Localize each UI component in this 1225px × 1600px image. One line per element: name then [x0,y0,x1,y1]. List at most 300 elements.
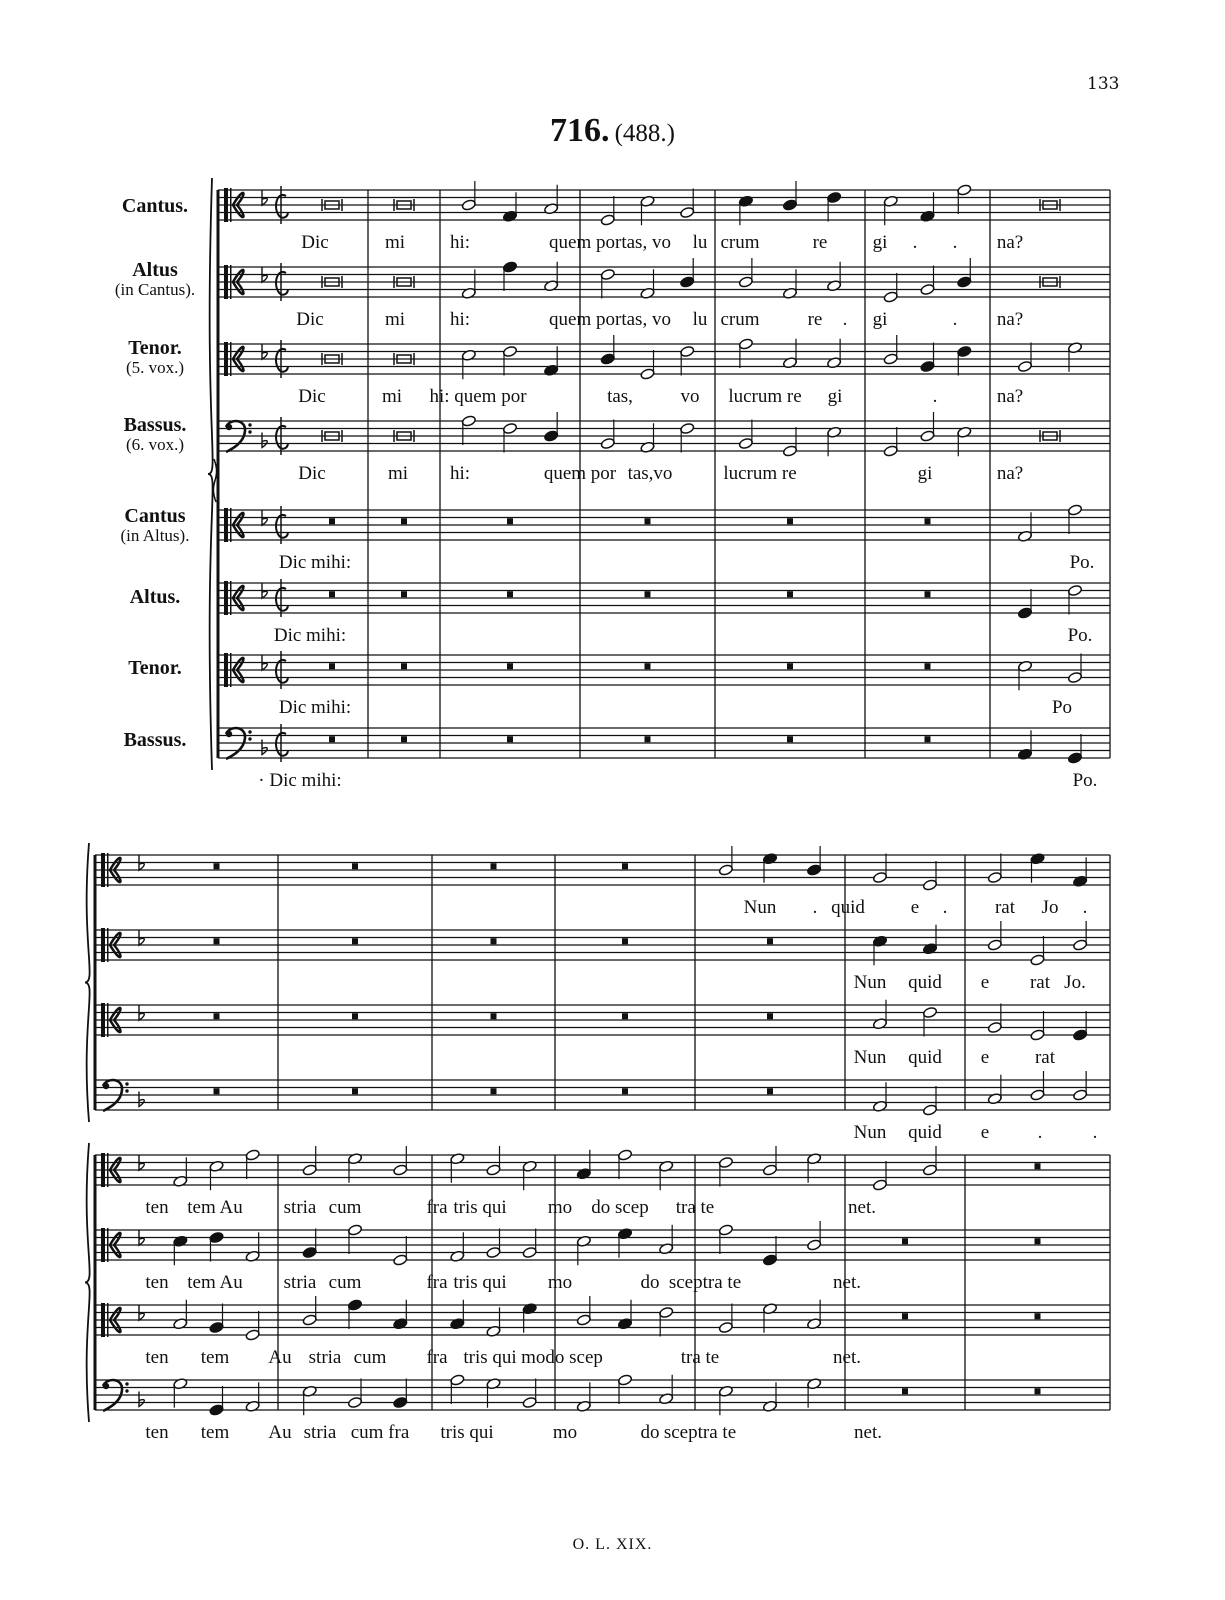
lyric-syllable: lucrum re [728,386,802,407]
notehead [1030,954,1045,966]
notehead [957,276,972,288]
rest-mark [1035,1313,1041,1319]
flat-sign-icon [262,740,267,755]
notehead [883,291,898,303]
c-clef-bar [101,1153,105,1187]
note-mark [957,184,972,214]
lyric-syllable: mi [384,309,406,330]
note-mark [522,1303,537,1333]
lyric-syllable: fra [426,1197,448,1218]
cut-time-icon [276,426,288,449]
notehead [987,1021,1002,1033]
note-mark [173,1378,188,1408]
rest-mark [622,1088,628,1094]
notehead [617,1149,632,1161]
note-mark [522,1379,537,1409]
lyric-syllable: quid [908,1122,942,1143]
c-clef-bar [224,653,228,687]
notehead [920,283,935,295]
lyric-syllable: re [807,309,823,330]
system-brace-icon [85,1143,90,1422]
lyric-syllable: net. [848,1197,876,1218]
note-mark [762,1236,777,1266]
f-clef-dot [125,1389,128,1392]
note-mark [883,273,898,303]
notehead [502,422,517,434]
lyric-syllable: do [640,1422,660,1443]
note-mark [680,345,695,375]
note-mark [576,1235,591,1265]
note-mark [347,1153,362,1183]
lyric-syllable: net. [854,1422,882,1443]
lyric-syllable: net. [833,1347,861,1368]
lyric-syllable: mi [387,463,409,484]
lyric-syllable: hi: quem por [429,386,527,407]
lyric-syllable: e [980,972,990,993]
lyric-syllable: tem Au [187,1197,243,1218]
staff [218,258,1110,330]
note-mark [807,1153,822,1183]
rest-mark [645,663,651,669]
f-clef-head [103,1383,109,1389]
notehead [393,1396,408,1408]
notehead [347,1299,362,1311]
lyric-syllable: Jo [1041,897,1059,918]
lyric-syllable: cum [328,1272,362,1293]
note-mark [1067,734,1082,764]
note-mark [544,185,559,215]
notehead [1067,671,1082,683]
lyric-syllable: . [942,897,948,918]
system-brace-icon [85,843,90,1122]
notehead [922,1104,937,1116]
rest-mark [491,863,497,869]
note-mark [502,261,517,291]
f-clef-dot [248,730,251,733]
notehead [1030,1029,1045,1041]
note-mark [209,1160,224,1190]
note-mark [922,1146,937,1176]
cut-time-icon [276,349,288,372]
cut-time-icon [276,195,288,218]
lyric-syllable: gi [872,232,888,253]
notehead [544,430,559,442]
lyric-syllable: crum [720,232,760,253]
f-clef-dot [125,1089,128,1092]
note-mark [245,1382,260,1412]
f-clef-head [103,1083,109,1089]
rest-mark [352,938,358,944]
rest-mark [491,938,497,944]
lyric-syllable: fra [426,1272,448,1293]
note-mark [302,1385,317,1415]
rest-mark [491,1088,497,1094]
note-mark [522,1160,537,1190]
lyric-syllable: stria [303,1422,337,1443]
lyric-syllable: e [980,1122,990,1143]
note-mark [807,1221,822,1251]
note-mark [1030,936,1045,966]
cut-time-icon [276,588,288,611]
c-clef-bar [107,853,109,887]
note-mark [762,1382,777,1412]
f-clef-dot [248,430,251,433]
notehead [922,1006,937,1018]
staff [218,579,1110,646]
lyric-syllable: fra [426,1347,448,1368]
rest-mark [329,663,335,669]
rest-mark [214,938,220,944]
note-mark [718,1304,733,1334]
notehead [762,1164,777,1176]
rest-mark [401,518,407,524]
lyric-syllable: sceptra te [668,1272,742,1293]
staff [218,651,1110,718]
note-mark [173,1157,188,1187]
note-mark [1017,730,1032,760]
piece-number: 716. [550,112,610,149]
rest-mark [401,591,407,597]
lyric-syllable: Nun [853,1047,887,1068]
note-mark [1030,1011,1045,1041]
c-clef-bar [101,1003,105,1037]
note-mark [600,420,615,450]
lyric-syllable: Dic [298,463,326,484]
lyric-syllable: . [842,309,848,330]
lyric-syllable: ten [145,1197,169,1218]
lyric-syllable: tra te [675,1197,715,1218]
lyric-syllable: quid [908,1047,942,1068]
notehead [302,1314,317,1326]
rest-mark [491,1013,497,1019]
note-mark [1030,853,1045,883]
notehead [718,1321,733,1333]
staff [95,1296,1110,1368]
lyric-syllable: na? [996,232,1024,253]
lyric-syllable: modo scep [521,1347,603,1368]
notehead [738,338,753,350]
staff [95,1071,1110,1143]
rest-mark [787,591,793,597]
notehead [209,1321,224,1333]
voice-label-bassus-1: Bassus. (6. vox.) [123,414,187,454]
rest-mark [329,736,335,742]
notehead [782,445,797,457]
rest-mark [925,591,931,597]
note-mark [987,854,1002,884]
note-mark [1067,654,1082,684]
lyric-syllable: tris qui [453,1272,507,1293]
staff [218,335,1110,407]
note-mark [245,1149,260,1179]
lyric-syllable: Dic [296,309,324,330]
voice-label-bassus-2: Bassus. [123,729,187,751]
note-mark [659,1225,674,1255]
lyric-syllable: rat [994,897,1016,918]
note-mark [640,423,655,453]
notehead [522,1246,537,1258]
notehead [659,1306,674,1318]
note-mark [738,338,753,368]
note-mark [762,1303,777,1333]
score-system-2 [85,843,1110,1143]
c-clef-bar [224,342,228,376]
lyric-syllable: Dic mihi: [278,697,352,718]
notehead [1067,584,1082,596]
note-mark [827,339,842,369]
note-mark [807,1300,822,1330]
note-mark [576,1296,591,1326]
note-mark [393,1300,408,1330]
staff [95,846,1110,918]
note-mark [883,195,898,225]
notehead [461,415,476,427]
note-mark [718,846,733,876]
note-mark [502,192,517,222]
note-mark [659,1306,674,1336]
note-mark [1067,584,1082,614]
lyric-syllable: · Dic mihi: [258,770,342,791]
note-mark [1073,1071,1088,1101]
note-mark [883,335,898,365]
note-mark [872,935,887,965]
lyric-syllable: mo [547,1197,573,1218]
note-mark [957,345,972,375]
note-mark [883,427,898,457]
note-mark [640,350,655,380]
note-mark [738,420,753,450]
note-mark [209,1304,224,1334]
lyric-syllable: mo [547,1272,573,1293]
lyric-syllable: mo [552,1422,578,1443]
rest-mark [767,1013,773,1019]
c-clef-bar [230,581,232,615]
lyric-syllable: hi: [449,309,471,330]
notehead [1073,1089,1088,1101]
lyric-syllable: . [952,232,958,253]
note-mark [920,266,935,296]
note-mark [680,258,695,288]
note-mark [1073,857,1088,887]
notehead [502,345,517,357]
note-mark [922,1006,937,1036]
notehead [302,1164,317,1176]
rest-mark [401,663,407,669]
lyric-syllable: tra te [680,1347,720,1368]
notehead [576,1314,591,1326]
score-system-1 [208,178,1110,791]
notehead [922,1164,937,1176]
rest-mark [507,518,513,524]
notehead [920,430,935,442]
note-mark [872,1161,887,1191]
lyric-syllable: hi: [449,232,471,253]
c-clef-bar [107,1153,109,1187]
lyric-syllable: . [1037,1122,1043,1143]
notehead [1017,360,1032,372]
rest-mark [925,518,931,524]
note-mark [600,196,615,226]
c-clef-bar [230,508,232,542]
staff [218,181,1110,253]
lyric-syllable: gi [827,386,843,407]
f-clef-head [226,731,232,737]
notehead [987,939,1002,951]
lyric-syllable: Dic [298,386,326,407]
staff [95,1221,1110,1293]
rest-mark [902,1238,908,1244]
note-mark [680,189,695,219]
note-mark [302,1146,317,1176]
rest-mark [787,663,793,669]
rest-mark [902,1388,908,1394]
note-mark [807,846,822,876]
c-clef-bar [101,1303,105,1337]
rest-mark [214,1088,220,1094]
lyric-syllable: quid [831,897,865,918]
notehead [1073,939,1088,951]
note-mark [461,181,476,211]
lyric-syllable: re [812,232,828,253]
lyric-syllable: . [1092,1122,1098,1143]
notehead [600,214,615,226]
note-mark [245,1311,260,1341]
note-mark [659,1375,674,1405]
note-mark [522,1229,537,1259]
lyric-syllable: quem portas, vo [549,309,671,330]
note-mark [718,1224,733,1254]
staff [95,1374,1110,1443]
notehead [718,864,733,876]
flat-sign-icon [139,1092,144,1107]
rest-mark [507,663,513,669]
note-mark [486,1307,501,1337]
lyric-syllable: stria [283,1197,317,1218]
notehead [680,422,695,434]
piece-alt-number: (488.) [614,120,675,147]
rest-mark [507,591,513,597]
notehead [347,1224,362,1236]
note-mark [718,1385,733,1415]
note-mark [302,1229,317,1259]
note-mark [1017,343,1032,373]
lyric-syllable: cum fra [350,1422,410,1443]
lyric-syllable: . [932,386,938,407]
note-mark [1017,512,1032,542]
note-mark [347,1379,362,1409]
rest-mark [1035,1163,1041,1169]
note-mark [245,1232,260,1262]
notehead [920,360,935,372]
lyric-syllable: Po. [1072,770,1098,791]
f-clef-dot [125,1382,128,1385]
score-system-3 [85,1143,1110,1443]
c-clef-bar [224,265,228,299]
note-mark [1030,1071,1045,1101]
lyric-syllable: Jo. [1064,972,1086,993]
rest-mark [352,1013,358,1019]
cut-time-icon [276,660,288,683]
lyric-syllable: cum [328,1197,362,1218]
note-mark [486,1229,501,1259]
lyric-syllable: hi: [449,463,471,484]
notehead [1017,607,1032,619]
system-brace-icon [208,178,213,770]
note-mark [1067,504,1082,534]
note-mark [920,412,935,442]
notehead [209,1404,224,1416]
note-mark [347,1299,362,1329]
notehead [245,1329,260,1341]
rest-mark [767,1088,773,1094]
rest-mark [645,736,651,742]
note-mark [957,426,972,456]
note-mark [1073,1011,1088,1041]
note-mark [486,1378,501,1408]
note-mark [544,262,559,292]
notehead [461,199,476,211]
footer-note: O. L. XIX. [572,1536,653,1553]
note-mark [782,427,797,457]
notehead [450,1374,465,1386]
lyric-syllable: stria [283,1272,317,1293]
lyric-syllable: Au [268,1422,292,1443]
lyric-syllable: ten [145,1422,169,1443]
note-mark [576,1150,591,1180]
c-clef-bar [101,928,105,962]
notehead [617,1374,632,1386]
lyric-syllable: sceptra te [663,1422,737,1443]
lyric-syllable: e [910,897,920,918]
rest-mark [329,591,335,597]
notehead [1030,1089,1045,1101]
note-mark [920,343,935,373]
lyric-syllable: mi [381,386,403,407]
cut-time-icon [276,515,288,538]
flat-sign-icon [139,1392,144,1407]
lyric-syllable: . [812,897,818,918]
c-clef-bar [230,653,232,687]
note-mark [922,861,937,891]
note-mark [1017,660,1032,690]
lyric-syllable: Au [268,1347,292,1368]
notehead [1067,752,1082,764]
notehead [347,1396,362,1408]
rest-mark [787,736,793,742]
lyric-syllable: ten [145,1347,169,1368]
f-clef-dot [125,1082,128,1085]
notehead [718,1224,733,1236]
lyric-syllable: rat [1029,972,1051,993]
note-mark [600,335,615,365]
lyric-syllable: tem [200,1347,230,1368]
rest-mark [767,938,773,944]
choir-divider-icon [213,459,216,502]
notehead [1073,1029,1088,1041]
cut-time-icon [276,733,288,756]
notehead [393,1254,408,1266]
lyric-syllable: Nun [853,1122,887,1143]
notehead [872,871,887,883]
note-mark [987,1004,1002,1034]
c-clef-bar [230,188,232,222]
rest-mark [622,938,628,944]
lyric-syllable: Nun [743,897,777,918]
notehead [718,1156,733,1168]
lyric-syllable: na? [996,463,1024,484]
notehead [827,191,842,203]
note-mark [987,1075,1002,1105]
